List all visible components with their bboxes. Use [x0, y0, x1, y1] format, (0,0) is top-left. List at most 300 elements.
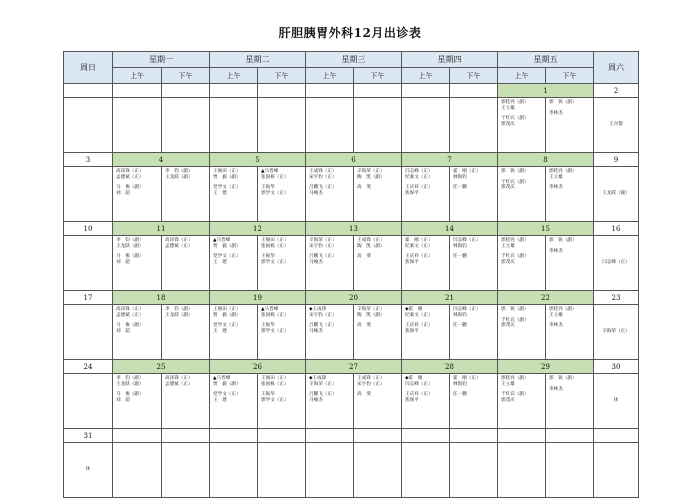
doctor-name: 纪素文（正）	[405, 312, 433, 318]
doctor-name: 王振华	[261, 185, 275, 191]
doctor-name: ◆王成锋	[309, 376, 327, 381]
date-cell-empty	[113, 429, 162, 443]
shift-cell-mon-am	[113, 305, 162, 360]
doctor-name: 休	[613, 398, 619, 404]
doctor-name: ◆霍 刚	[405, 376, 423, 381]
doctor-name: 高 斐	[357, 185, 371, 191]
doctor-name: 孟德斌（正）	[116, 174, 144, 180]
doctor-name: 宋宇豹（正）	[309, 312, 337, 318]
am-label: 上午	[210, 68, 258, 84]
doctor-name: 刘 超	[116, 259, 130, 265]
date-cell-empty	[258, 84, 306, 98]
doctor-name: 霍 刚（正）	[405, 238, 433, 243]
shift-cell-tue-am	[210, 443, 258, 498]
shift-cell-tue-am	[210, 167, 258, 222]
doctor-name: 陶 凯（副）	[357, 174, 385, 180]
doctor-name: 王龙跃（副）	[165, 312, 193, 318]
doctor-name: 党学文（正）	[213, 323, 241, 329]
doctor-name: 李林杰	[549, 185, 563, 191]
date-cell-empty	[64, 84, 113, 98]
date-cell: 21	[402, 291, 498, 305]
date-cell: 4	[113, 153, 210, 167]
doctor-name: 王立雄	[501, 105, 515, 111]
weekday-mon: 星期一	[113, 52, 210, 68]
date-row	[64, 84, 639, 98]
doctor-name: 郭茂庆	[501, 323, 515, 329]
weekday-thu: 星期四	[402, 52, 498, 68]
shift-cell-mon-am	[113, 167, 162, 222]
saturday-cell	[594, 236, 639, 291]
doctor-name: 焦保平	[405, 259, 419, 265]
schedule-row	[64, 305, 639, 360]
doctor-name: 张国栋（正）	[261, 174, 289, 180]
date-cell-empty	[306, 84, 354, 98]
doctor-name: 贾 毅（副）	[213, 381, 241, 387]
doctor-name: 辛海荣（正）	[602, 329, 630, 335]
shift-cell-fri-am	[498, 305, 546, 360]
sunday-cell	[64, 374, 113, 429]
schedule-row	[64, 98, 639, 153]
doctor-name: 吕鹏飞（正）	[309, 185, 337, 191]
shift-cell-fri-pm	[546, 374, 594, 429]
date-cell: 26	[210, 360, 306, 374]
shift-cell-tue-pm	[258, 443, 306, 498]
doctor-name: 林海钧	[453, 381, 467, 387]
pm-label: 下午	[258, 68, 306, 84]
shift-cell-fri-am	[498, 443, 546, 498]
date-cell: 19	[210, 291, 306, 305]
doctor-name: 王 建	[213, 190, 227, 196]
doctor-name: 辛海荣（正）	[309, 238, 337, 243]
doctor-name: 贾 毅（副）	[213, 243, 241, 249]
doctor-name: 闫志峰（正）	[453, 307, 481, 312]
doctor-name: 辛海荣（正）	[309, 381, 337, 387]
doctor-name: ▲马晋峰	[213, 238, 231, 243]
doctor-name: 马峻杰	[309, 397, 323, 403]
sunday-cell	[64, 236, 113, 291]
doctor-name: 闫志峰（正）	[453, 238, 481, 243]
doctor-name: 纪素文（正）	[405, 174, 433, 180]
date-cell: 8	[498, 153, 594, 167]
doctor-name: 王龙跃（副）	[116, 243, 144, 249]
shift-cell-wed-am	[306, 305, 354, 360]
doctor-name: 王龙跃（副）	[116, 381, 144, 387]
doctor-name: 党学文（正）	[213, 254, 241, 260]
doctor-name: 宋宇豹（正）	[309, 243, 337, 249]
date-cell-empty	[450, 429, 498, 443]
shift-cell-thu-am	[402, 443, 450, 498]
am-pm-header-row	[64, 68, 639, 84]
doctor-name: 王立雄	[549, 312, 563, 318]
date-cell: 2	[594, 84, 639, 98]
shift-cell-thu-am	[402, 374, 450, 429]
shift-cell-wed-am	[306, 167, 354, 222]
doctor-name: 马 俊（副）	[116, 254, 144, 260]
doctor-name: 王龙跃（副）	[165, 174, 193, 180]
doctor-name: 王俊田（正）	[261, 376, 289, 381]
doctor-name: 孟德斌（正）	[116, 312, 144, 318]
pm-label: 下午	[354, 68, 402, 84]
shift-cell-tue-pm	[258, 236, 306, 291]
date-cell: 24	[64, 360, 113, 374]
shift-cell-fri-pm	[546, 167, 594, 222]
shift-cell-thu-pm	[450, 98, 498, 153]
doctor-name: 张国栋（正）	[261, 381, 289, 387]
doctor-name: 贾 毅（副）	[213, 174, 241, 180]
doctor-name: 郭学文（正）	[261, 190, 289, 196]
shift-cell-thu-pm	[450, 443, 498, 498]
doctor-name: 林海钧	[453, 243, 467, 249]
doctor-name: 马峻杰	[309, 328, 323, 334]
shift-cell-fri-am	[498, 236, 546, 291]
saturday-cell	[594, 443, 639, 498]
shift-cell-mon-am	[113, 236, 162, 291]
shift-cell-wed-am	[306, 443, 354, 498]
doctor-name: 霍 刚（正）	[453, 169, 481, 174]
am-label: 上午	[498, 68, 546, 84]
doctor-name: 刘 超	[116, 328, 130, 334]
shift-cell-fri-am	[498, 374, 546, 429]
doctor-name: 霍 刚（正）	[453, 376, 481, 381]
date-cell: 30	[594, 360, 639, 374]
shift-cell-wed-am	[306, 98, 354, 153]
shift-cell-mon-am	[113, 374, 162, 429]
doctor-name: 王 建	[213, 397, 227, 403]
date-cell: 22	[498, 291, 594, 305]
shift-cell-tue-am	[210, 305, 258, 360]
doctor-name: 焦保平	[405, 328, 419, 334]
doctor-name: 林海钧	[453, 174, 467, 180]
date-cell: 12	[210, 222, 306, 236]
doctor-name: 郭 锐（副）	[549, 238, 577, 243]
doctor-name: 李林杰	[549, 386, 563, 392]
saturday-cell	[594, 374, 639, 429]
doctor-name: 王成锋（正）	[309, 169, 337, 174]
doctor-name: 孟德斌（正）	[165, 381, 193, 387]
doctor-name: 李林杰	[549, 323, 563, 329]
doctor-name: 任一鹏	[453, 185, 467, 191]
date-cell: 9	[594, 153, 639, 167]
doctor-name: 郭学文（正）	[261, 397, 289, 403]
doctor-name: 吕鹏飞（正）	[309, 254, 337, 260]
date-cell: 5	[210, 153, 306, 167]
date-cell-empty	[450, 84, 498, 98]
shift-cell-wed-pm	[354, 443, 402, 498]
doctor-name: 李 钧（副）	[165, 169, 193, 174]
doctor-name: 闫志峰（正）	[602, 260, 630, 266]
shift-cell-thu-pm	[450, 374, 498, 429]
doctor-name: 王 建	[213, 328, 227, 334]
page-title: 肝胆胰胃外科12月出诊表	[278, 26, 422, 40]
doctor-name: 辛海荣（正）	[357, 169, 385, 174]
am-label: 上午	[402, 68, 450, 84]
doctor-name: 陶 凯（副）	[357, 243, 385, 249]
doctor-name: 王尔黎	[609, 122, 623, 128]
doctor-name: 于红宾（副）	[501, 116, 529, 122]
shift-cell-mon-pm	[162, 374, 210, 429]
saturday-cell	[594, 305, 639, 360]
doctor-name: 于红宾（副）	[501, 179, 529, 185]
doctor-name: 于红宾（副）	[501, 317, 529, 323]
doctor-name: 闫志峰（正）	[405, 169, 433, 174]
doctor-name: ▲马晋峰	[213, 376, 231, 381]
doctor-name: 郭茂庆	[501, 185, 515, 191]
doctor-name: 王庆祥（正）	[405, 323, 433, 329]
date-cell: 17	[64, 291, 113, 305]
date-row	[64, 153, 639, 167]
date-cell: 16	[594, 222, 639, 236]
clinic-schedule-table	[63, 51, 639, 498]
doctor-name: 王俊田（正）	[213, 307, 241, 312]
doctor-name: 王庆祥（正）	[405, 392, 433, 398]
doctor-name: 吕鹏飞（正）	[309, 392, 337, 398]
doctor-name: 郭桂亮（副）	[501, 376, 529, 381]
date-cell: 23	[594, 291, 639, 305]
shift-cell-fri-pm	[546, 98, 594, 153]
doctor-name: 李 钧（副）	[165, 307, 193, 312]
am-label: 上午	[306, 68, 354, 84]
doctor-name: 王龙跃（副）	[602, 191, 630, 197]
doctor-name: 马 俊（副）	[116, 323, 144, 329]
shift-cell-thu-pm	[450, 305, 498, 360]
shift-cell-mon-am	[113, 443, 162, 498]
doctor-name: 郭桂亮（副）	[501, 100, 529, 105]
shift-cell-tue-pm	[258, 374, 306, 429]
date-cell: 18	[113, 291, 210, 305]
date-cell: 25	[113, 360, 210, 374]
doctor-name: 吕鹏飞（正）	[309, 323, 337, 329]
sunday-cell	[64, 98, 113, 153]
weekday-header-row	[64, 52, 639, 68]
pm-label: 下午	[450, 68, 498, 84]
shift-cell-thu-am	[402, 98, 450, 153]
doctor-name: 于红宾（副）	[501, 254, 529, 260]
pm-label: 下午	[162, 68, 210, 84]
shift-cell-tue-pm	[258, 167, 306, 222]
doctor-name: 郭桂亮（副）	[501, 238, 529, 243]
sunday-cell	[64, 167, 113, 222]
date-cell: 29	[498, 360, 594, 374]
shift-cell-tue-pm	[258, 98, 306, 153]
date-cell: 10	[64, 222, 113, 236]
shift-cell-mon-pm	[162, 305, 210, 360]
doctor-name: ◆王成锋	[309, 307, 327, 312]
date-cell: 15	[498, 222, 594, 236]
doctor-name: 高泽锋（正）	[116, 169, 144, 174]
doctor-name: 郭 锐（副）	[501, 169, 529, 174]
shift-cell-mon-am	[113, 98, 162, 153]
shift-cell-thu-am	[402, 167, 450, 222]
date-cell: 1	[498, 84, 594, 98]
weekday-sun: 周日	[64, 52, 113, 84]
doctor-name: 王振华	[261, 323, 275, 329]
shift-cell-wed-pm	[354, 98, 402, 153]
doctor-name: 刘 超	[116, 397, 130, 403]
shift-cell-thu-am	[402, 305, 450, 360]
doctor-name: 党学文（正）	[213, 392, 241, 398]
am-label: 上午	[113, 68, 162, 84]
doctor-name: 李 钧（副）	[116, 376, 144, 381]
doctor-name: 任一鹏	[453, 323, 467, 329]
date-cell-empty	[162, 429, 210, 443]
doctor-name: 焦保平	[405, 190, 419, 196]
date-cell-empty	[210, 429, 258, 443]
shift-cell-fri-pm	[546, 305, 594, 360]
doctor-name: 任一鹏	[453, 254, 467, 260]
doctor-name: 高 斐	[357, 323, 371, 329]
date-cell: 27	[306, 360, 402, 374]
doctor-name: 任一鹏	[453, 392, 467, 398]
date-cell-empty	[402, 84, 450, 98]
date-row	[64, 222, 639, 236]
doctor-name: 马 俊（副）	[116, 392, 144, 398]
doctor-name: 郭学文（正）	[261, 259, 289, 265]
schedule-row	[64, 374, 639, 429]
doctor-name: 王成锋（正）	[357, 238, 385, 243]
shift-cell-wed-pm	[354, 305, 402, 360]
doctor-name: 王立雄	[501, 381, 515, 387]
date-cell-empty	[354, 84, 402, 98]
doctor-name: 王庆祥（正）	[405, 254, 433, 260]
shift-cell-wed-pm	[354, 374, 402, 429]
sunday-cell	[64, 443, 113, 498]
doctor-name: 高泽锋（正）	[165, 376, 193, 381]
date-cell-empty	[594, 429, 639, 443]
doctor-name: 郭茂庆	[501, 259, 515, 265]
doctor-name: 张国栋（正）	[261, 243, 289, 249]
date-cell: 13	[306, 222, 402, 236]
doctor-name: 王振华	[261, 254, 275, 260]
schedule-row	[64, 236, 639, 291]
date-cell-empty	[113, 84, 162, 98]
shift-cell-wed-am	[306, 236, 354, 291]
doctor-name: 郭 锐（副）	[549, 376, 577, 381]
shift-cell-tue-am	[210, 98, 258, 153]
doctor-name: ▲马晋峰	[261, 307, 279, 312]
date-row	[64, 360, 639, 374]
shift-cell-wed-pm	[354, 167, 402, 222]
doctor-name: 林海钧	[453, 312, 467, 318]
pm-label: 下午	[546, 68, 594, 84]
date-cell: 14	[402, 222, 498, 236]
weekday-sat: 周六	[594, 52, 639, 84]
doctor-name: 陶 凯（副）	[357, 312, 385, 318]
saturday-cell	[594, 98, 639, 153]
doctor-name: 张国栋（正）	[261, 312, 289, 318]
shift-cell-fri-pm	[546, 443, 594, 498]
shift-cell-tue-am	[210, 374, 258, 429]
doctor-name: 高 斐	[357, 254, 371, 260]
doctor-name: 李 钧（副）	[116, 238, 144, 243]
shift-cell-tue-pm	[258, 305, 306, 360]
doctor-name: 王 建	[213, 259, 227, 265]
doctor-name: 于红宾（副）	[501, 392, 529, 398]
sunday-cell	[64, 305, 113, 360]
doctor-name: 李林杰	[549, 110, 563, 116]
doctor-name: 刘 超	[116, 190, 130, 196]
doctor-name: 纪素文（正）	[405, 243, 433, 249]
date-cell: 7	[402, 153, 498, 167]
shift-cell-fri-am	[498, 98, 546, 153]
date-cell: 28	[402, 360, 498, 374]
doctor-name: 王俊田（正）	[213, 169, 241, 174]
doctor-name: 党学文（正）	[213, 185, 241, 191]
doctor-name: 休	[85, 467, 91, 473]
shift-cell-wed-am	[306, 374, 354, 429]
doctor-name: 宋宇豹（正）	[357, 381, 385, 387]
doctor-name: 马峻杰	[309, 259, 323, 265]
schedule-row	[64, 443, 639, 498]
doctor-name: 郭茂庆	[501, 121, 515, 127]
doctor-name: 王庆祥（正）	[405, 185, 433, 191]
doctor-name: 焦保平	[405, 397, 419, 403]
date-cell: 31	[64, 429, 113, 443]
doctor-name: 王振华	[261, 392, 275, 398]
date-cell: 20	[306, 291, 402, 305]
weekday-wed: 星期三	[306, 52, 402, 68]
doctor-name: 王立雄	[501, 243, 515, 249]
date-cell-empty	[546, 429, 594, 443]
doctor-name: 辛海荣（正）	[357, 307, 385, 312]
shift-cell-mon-pm	[162, 98, 210, 153]
date-cell-empty	[354, 429, 402, 443]
doctor-name: 高泽锋（正）	[116, 307, 144, 312]
doctor-name: 高泽锋（正）	[165, 238, 193, 243]
date-cell-empty	[162, 84, 210, 98]
doctor-name: 郭学文（正）	[261, 328, 289, 334]
shift-cell-thu-pm	[450, 167, 498, 222]
doctor-name: 马峻杰	[309, 190, 323, 196]
date-cell: 11	[113, 222, 210, 236]
doctor-name: 马 俊（副）	[116, 185, 144, 191]
date-cell-empty	[258, 429, 306, 443]
doctor-name: 王立雄	[549, 174, 563, 180]
doctor-name: 王俊田（正）	[261, 238, 289, 243]
doctor-name: 宋宇豹（正）	[309, 174, 337, 180]
date-cell-empty	[402, 429, 450, 443]
schedule-row	[64, 167, 639, 222]
doctor-name: 闫志峰（正）	[405, 381, 433, 387]
date-cell-empty	[498, 429, 546, 443]
doctor-name: ▲马晋峰	[261, 169, 279, 174]
date-cell-empty	[306, 429, 354, 443]
date-cell-empty	[210, 84, 258, 98]
date-row	[64, 291, 639, 305]
date-cell: 6	[306, 153, 402, 167]
weekday-fri: 星期五	[498, 52, 594, 68]
shift-cell-wed-pm	[354, 236, 402, 291]
doctor-name: 郭桂亮（副）	[549, 169, 577, 174]
doctor-name: 李林杰	[549, 248, 563, 254]
doctor-name: 高 斐	[357, 392, 371, 398]
doctor-name: 郭茂庆	[501, 397, 515, 403]
shift-cell-thu-pm	[450, 236, 498, 291]
shift-cell-mon-pm	[162, 236, 210, 291]
doctor-name: 王成锋（正）	[357, 376, 385, 381]
weekday-tue: 星期二	[210, 52, 306, 68]
shift-cell-mon-pm	[162, 167, 210, 222]
doctor-name: 郭桂亮（副）	[549, 307, 577, 312]
doctor-name: 郭 锐（副）	[501, 307, 529, 312]
shift-cell-fri-pm	[546, 236, 594, 291]
shift-cell-mon-pm	[162, 443, 210, 498]
doctor-name: 孟德斌（正）	[165, 243, 193, 249]
doctor-name: 贾 毅（副）	[213, 312, 241, 318]
shift-cell-fri-am	[498, 167, 546, 222]
doctor-name: 郭 锐（副）	[549, 100, 577, 105]
date-cell: 3	[64, 153, 113, 167]
shift-cell-thu-am	[402, 236, 450, 291]
